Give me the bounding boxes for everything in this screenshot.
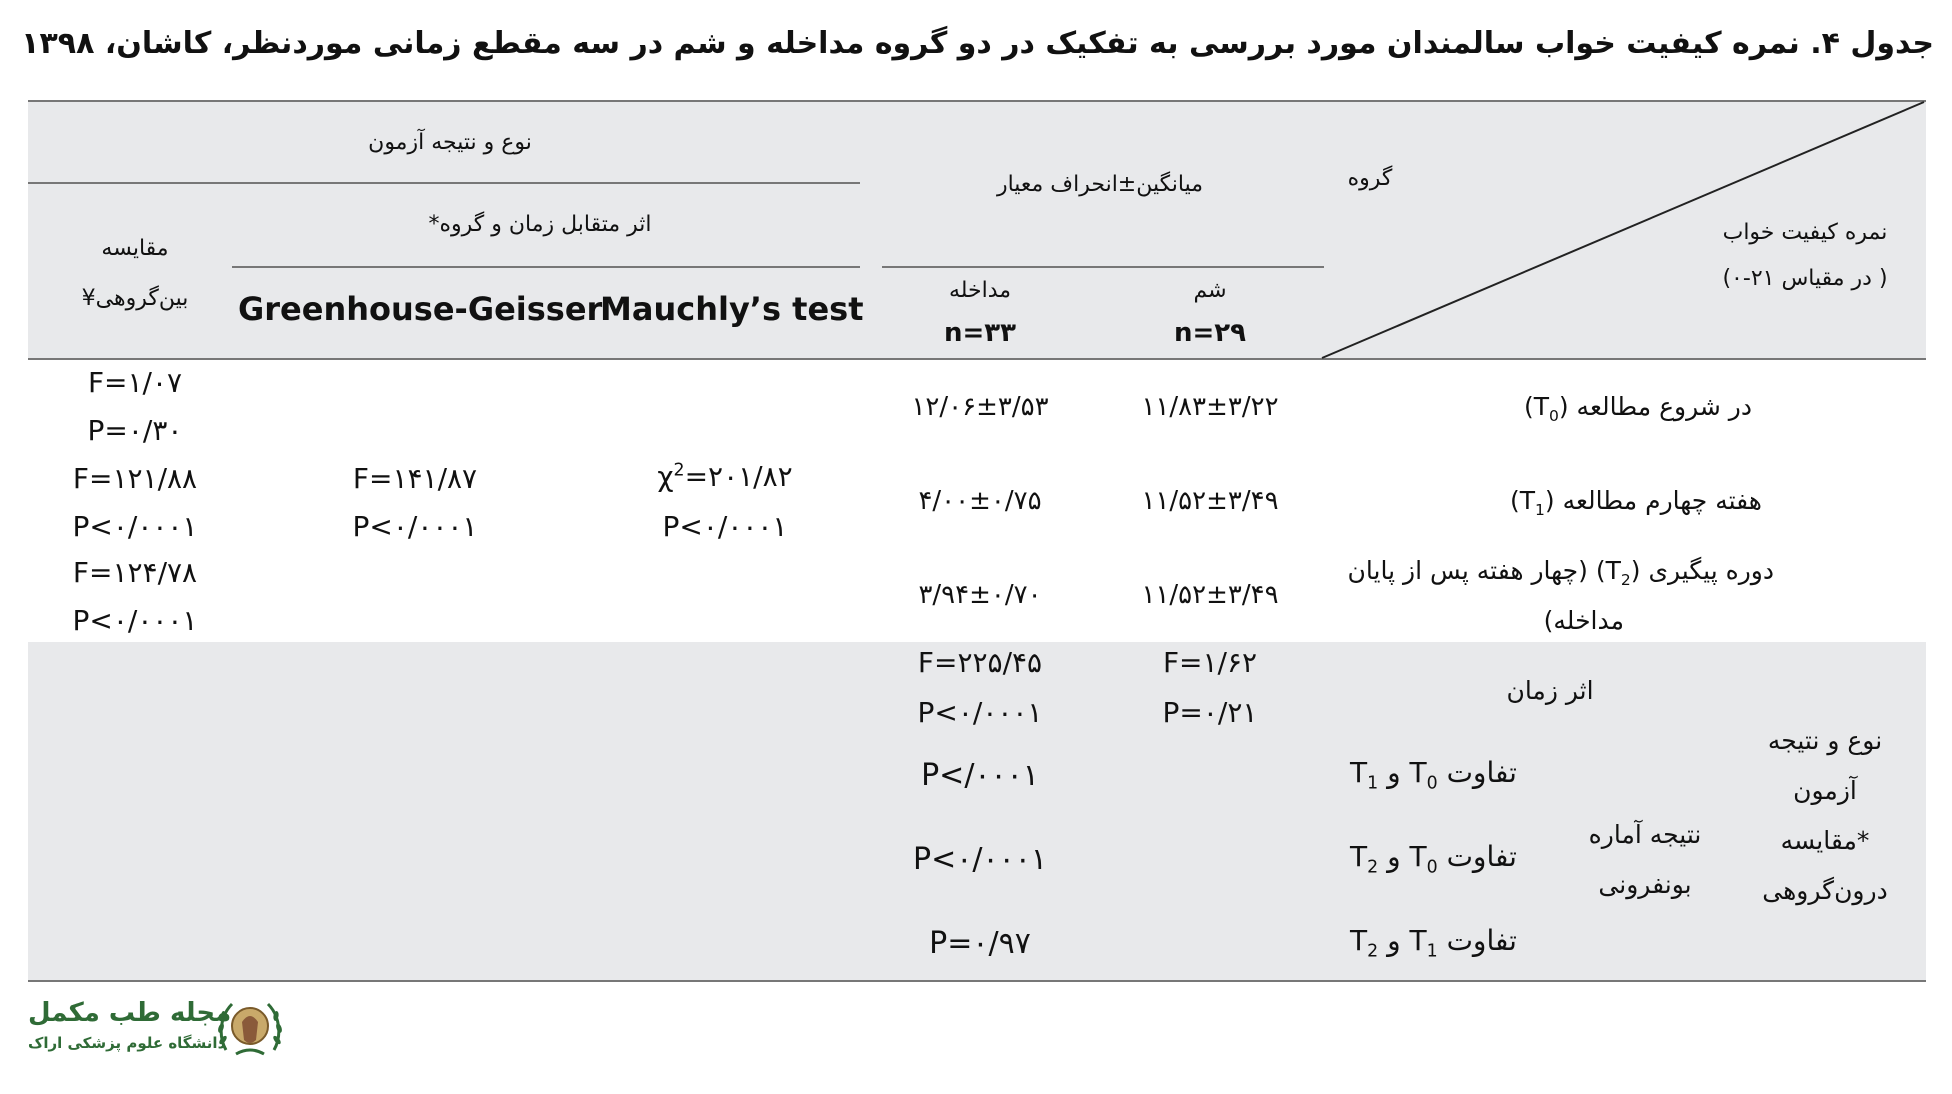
interaction-header: اثر متقابل زمان و گروه* xyxy=(428,212,652,237)
within-test-4: درون‌گروهی xyxy=(1762,876,1888,905)
group-header: گروه xyxy=(1347,166,1393,191)
intervention-t2: ۳/۹۴±۰/۷۰ xyxy=(918,580,1042,610)
journal-title: مجله طب مکمل xyxy=(28,998,232,1028)
row-label-t0: در شروع مطالعه $(T_0)$ xyxy=(1523,392,1752,425)
intervention-n: n=۳۳ xyxy=(943,318,1017,348)
intervention-t1: ۴/۰۰±۰/۷۵ xyxy=(918,486,1042,516)
bonferroni-2: بونفرونی xyxy=(1598,870,1692,899)
sleep-score-header: نمره کیفیت خواب xyxy=(1722,220,1888,245)
intervention-t0: ۱۲/۰۶±۳/۵۳ xyxy=(911,392,1049,422)
between-t0-p: P=۰/۳۰ xyxy=(87,414,183,447)
greenhouse-p: P<۰/۰۰۰۱ xyxy=(352,510,478,543)
greenhouse-header: Greenhouse-Geisser xyxy=(238,290,603,328)
table-caption: جدول ۴. نمره کیفیت خواب سالمندان مورد بررسی به تفکیک در دو گروه مداخله و شم در سه مقطع زمانی موردنظر، کاشان، ۱۳۹۸ xyxy=(21,26,1934,61)
between-header-1: مقایسه xyxy=(101,236,169,261)
diff-t0-t1-p: P</۰۰۰۱ xyxy=(921,758,1039,793)
between-t1-p: P<۰/۰۰۰۱ xyxy=(72,510,198,543)
between-t0-f: F=۱/۰۷ xyxy=(87,366,183,399)
between-t1-f: F=۱۲۱/۸۸ xyxy=(72,462,198,495)
diff-t0-t1: تفاوت $T_0$ و $T_1$ xyxy=(1350,756,1517,794)
time-effect-int-p: P<۰/۰۰۰۱ xyxy=(917,696,1043,729)
mean-sd-rule-top xyxy=(882,266,1324,268)
diff-t1-t2: تفاوت $T_1$ و $T_2$ xyxy=(1350,924,1517,962)
sham-n: n=۲۹ xyxy=(1173,318,1247,348)
diff-t0-t2-p: P<۰/۰۰۰۱ xyxy=(913,842,1047,877)
sham-t2: ۱۱/۵۲±۳/۴۹ xyxy=(1141,580,1279,610)
greenhouse-f: F=۱۴۱/۸۷ xyxy=(352,462,478,495)
within-test-3: *مقایسه xyxy=(1780,826,1870,855)
bonferroni-1: نتیجه آماره xyxy=(1588,820,1702,849)
within-test-1: نوع و نتیجه xyxy=(1767,726,1883,755)
intervention-header: مداخله xyxy=(948,278,1012,303)
sham-t0: ۱۱/۸۳±۳/۲۲ xyxy=(1141,392,1279,422)
sham-t1: ۱۱/۵۲±۳/۴۹ xyxy=(1141,486,1279,516)
time-effect-label: اثر زمان xyxy=(1506,676,1594,705)
within-test-2: آزمون xyxy=(1793,776,1857,805)
between-t2-p: P<۰/۰۰۰۱ xyxy=(72,604,198,637)
sham-header: شم xyxy=(1193,278,1227,303)
row-label-t1: هفته چهارم مطالعه $(T_1)$ xyxy=(1509,486,1762,519)
time-effect-sham-f: F=۱/۶۲ xyxy=(1162,646,1258,679)
table-bottom-rule xyxy=(28,980,1926,982)
mauchly-chi: $\chi^2=۲۰۱/۸۲$ xyxy=(657,460,793,493)
mauchly-p: P<۰/۰۰۰۱ xyxy=(662,510,788,543)
between-t2-f: F=۱۲۴/۷۸ xyxy=(72,556,198,589)
mean-sd-header: میانگین±انحراف معیار xyxy=(996,172,1204,197)
test-type-rule-top xyxy=(28,182,860,184)
test-type-header: نوع و نتیجه آزمون xyxy=(368,130,532,155)
time-effect-sham-p: P=۰/۲۱ xyxy=(1162,696,1258,729)
diff-t1-t2-p: P=۰/۹۷ xyxy=(929,926,1031,961)
mauchly-header: Mauchly’s test xyxy=(600,290,864,328)
diff-t0-t2: تفاوت $T_0$ و $T_2$ xyxy=(1350,840,1517,878)
row-label-t2: دوره پیگیری $(T_2)$ (چهار هفته پس از پایان xyxy=(1347,556,1774,589)
time-effect-int-f: F=۲۲۵/۴۵ xyxy=(917,646,1043,679)
journal-subtitle: دانشگاه علوم پزشکی اراک xyxy=(28,1034,226,1052)
between-header-2: بین‌گروهی¥ xyxy=(81,286,189,311)
row-label-t2-line2: مداخله) xyxy=(1543,606,1624,635)
interaction-rule-top xyxy=(232,266,860,268)
scale-header: ( در مقیاس ۲۱-۰) xyxy=(1722,266,1888,291)
